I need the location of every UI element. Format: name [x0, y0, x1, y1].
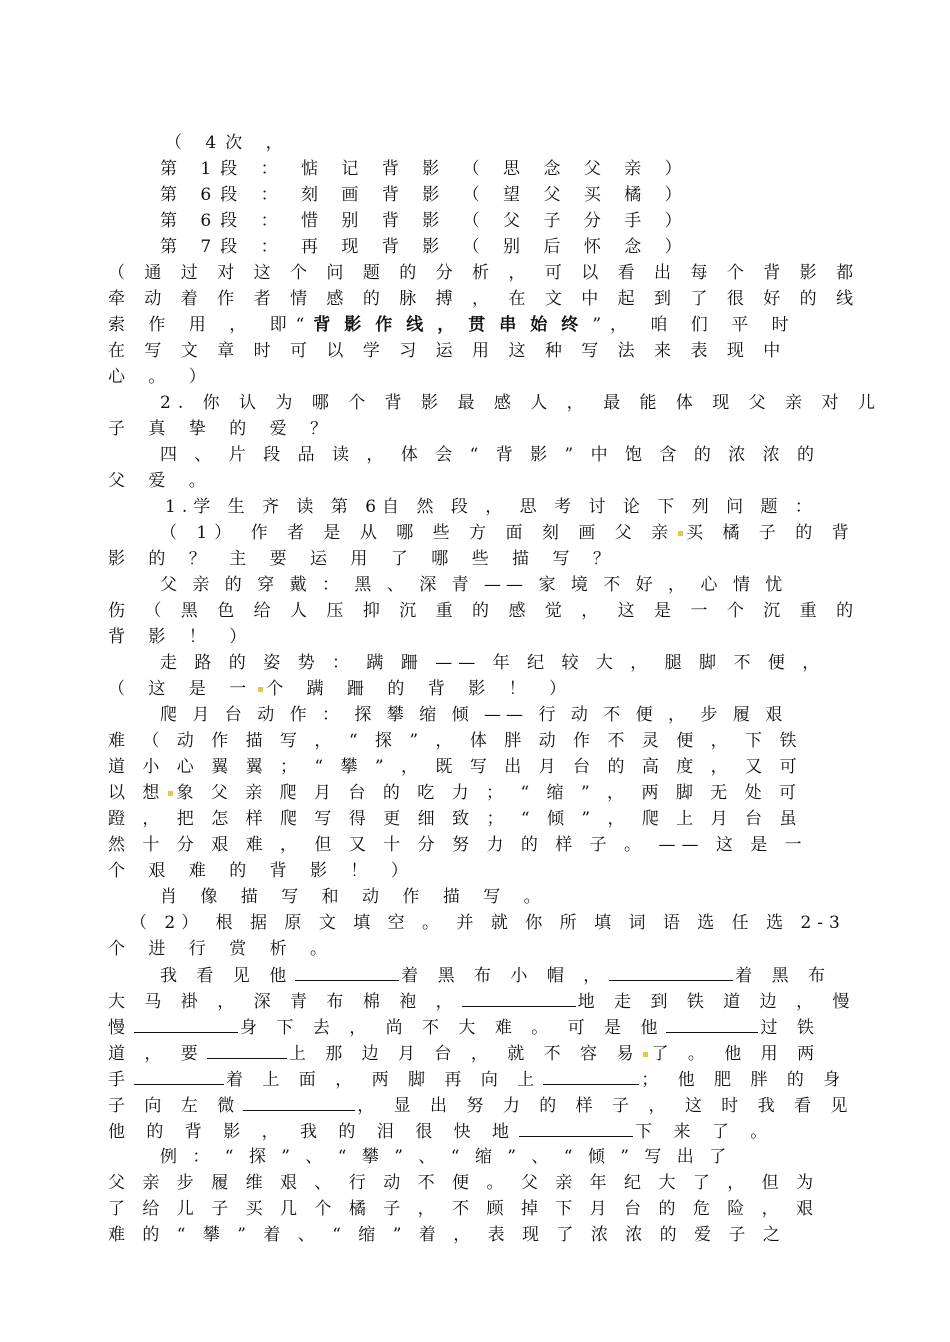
text-line: 2. 你 认 为 哪 个 背 影 最 感 人 ， 最 能 体 现 父 亲 对 儿 — [160, 393, 882, 413]
fill-in-line — [108, 1014, 830, 1040]
text-line: 牵 动 着 作 者 情 感 的 脉 搏 ， 在 文 中 起 到 了 很 好 的 线 — [108, 289, 861, 309]
fill-in-line — [108, 1092, 855, 1118]
fill-in-line — [108, 988, 857, 1014]
text-line: 第 7段 ： 再 现 背 影 （ 别 后 怀 念 ） — [160, 237, 691, 257]
blank-field[interactable] — [295, 962, 399, 981]
marker-dot — [258, 687, 263, 692]
text-span: 手 — [108, 1070, 132, 1090]
text-span: （ 1） 作 者 是 从 哪 些 方 面 刻 画 父 亲 — [160, 523, 676, 543]
text-span: ”， 咱 们 平 时 — [592, 315, 798, 335]
text-line: 走 路 的 姿 势 ： 蹒 跚 —— 年 纪 较 大 ， 腿 脚 不 便 ， — [160, 653, 826, 673]
blank-field[interactable] — [243, 1092, 355, 1111]
text-span: 着 黑 布 — [735, 966, 833, 986]
text-line: 父 亲 的 穿 戴 ： 黑 、 深 青 —— 家 境 不 好 ， 心 情 忧 — [160, 575, 788, 595]
text-line — [108, 676, 830, 702]
text-line: 个 艰 难 的 背 影 ！ ） — [108, 861, 417, 881]
text-line: 了 给 儿 子 买 几 个 橘 子 ， 不 顾 掉 下 月 台 的 危 险 ， 艰 — [108, 1199, 820, 1219]
text-line — [108, 312, 830, 338]
text-line: 第 6段 ： 惜 别 背 影 （ 父 子 分 手 ） — [160, 211, 691, 231]
text-span: 着 上 面 ， 两 脚 再 向 上 — [226, 1070, 542, 1090]
text-span: 我 看 见 他 — [160, 966, 294, 986]
blank-field[interactable] — [609, 962, 733, 981]
text-span: ， 显 出 努 力 的 样 子 ， 这 时 我 看 见 — [357, 1096, 855, 1116]
text-line: 第 6段 ： 刻 画 背 影 （ 望 父 买 橘 ） — [160, 185, 691, 205]
fill-in-line — [160, 962, 833, 988]
text-line: 背 影 ！ ） — [108, 627, 256, 647]
fill-in-line — [108, 1066, 848, 1092]
text-span: 地 走 到 铁 道 边 ， 慢 — [577, 992, 857, 1012]
text-line: 第 1段 ： 惦 记 背 影 （ 思 念 父 亲 ） — [160, 159, 691, 179]
text-span: 个 蹒 跚 的 背 影 ！ ） — [266, 679, 576, 699]
text-span: 过 铁 — [760, 1018, 821, 1038]
text-line: 难 （ 动 作 描 写 ， “ 探 ” ， 体 胖 动 作 不 灵 便 ， 下 铁 — [108, 731, 803, 751]
text-line: 父 亲 步 履 维 艰 、 行 动 不 便 。 父 亲 年 纪 大 了 ， 但 为 — [108, 1173, 820, 1193]
text-span: 慢 — [108, 1018, 132, 1038]
marker-dot — [678, 531, 683, 536]
text-span: 索 作 用 ， 即“ — [108, 315, 314, 335]
text-span: 下 来 了 。 — [635, 1122, 776, 1142]
text-span: 买 橘 子 的 背 — [686, 523, 856, 543]
text-span: 着 黑 布 小 帽 ， — [401, 966, 608, 986]
text-span: 大 马 褂 ， 深 青 布 棉 袍 ， — [108, 992, 460, 1012]
text-line: 例 ： “ 探 ” 、 “ 攀 ” 、 “ 缩 ” 、 “ 倾 ” 写 出 了 — [160, 1147, 732, 1167]
text-line: 1.学 生 齐 读 第 6自 然 段 ， 思 考 讨 论 下 列 问 题 ： — [165, 497, 818, 517]
text-span: 象 父 亲 爬 月 台 的 吃 力 ； “ 缩 ” ， 两 脚 无 处 可 — [176, 783, 803, 803]
text-span: 身 下 去 ， 尚 不 大 难 。 可 是 他 — [240, 1018, 665, 1038]
text-span: （ 这 是 一 — [108, 679, 256, 699]
text-line — [108, 780, 830, 806]
text-line: 心 。 ） — [108, 367, 215, 387]
marker-dot — [643, 1052, 648, 1057]
text-line: （ 通 过 对 这 个 问 题 的 分 析 ， 可 以 看 出 每 个 背 影 都 — [108, 263, 861, 283]
text-span: 以 想 — [108, 783, 166, 803]
text-line: 蹬 ， 把 怎 样 爬 写 得 更 细 致 ； “ 倾 ” ， 爬 上 月 台 虽 — [108, 809, 803, 829]
text-line: 影 的 ？ 主 要 运 用 了 哪 些 描 写 ？ — [108, 549, 619, 569]
blank-field[interactable] — [207, 1040, 287, 1059]
text-span: ； 他 肥 胖 的 身 — [641, 1070, 848, 1090]
text-line: 难 的 “ 攀 ” 着 、 “ 缩 ” 着 ， 表 现 了 浓 浓 的 爱 子 之 — [108, 1225, 786, 1245]
text-span: 子 向 左 微 — [108, 1096, 242, 1116]
text-line: 道 小 心 翼 翼 ； “ 攀 ” ， 既 写 出 月 台 的 高 度 ， 又 可 — [108, 757, 803, 777]
blank-field[interactable] — [666, 1014, 758, 1033]
text-span: 道 ， 要 — [108, 1044, 205, 1064]
emphasis-text: 背影作线，贯串始终 — [313, 315, 593, 335]
text-line: 肖 像 描 写 和 动 作 描 写 。 — [160, 887, 550, 907]
text-span: 了 。 他 用 两 — [651, 1044, 822, 1064]
text-line: 在 写 文 章 时 可 以 学 习 运 用 这 种 写 法 来 表 现 中 — [108, 341, 788, 361]
fill-in-line — [108, 1118, 830, 1144]
text-line: 然 十 分 艰 难 ， 但 又 十 分 努 力 的 样 子 。 —— 这 是 一 — [108, 835, 808, 855]
text-line: （ 4次 ， — [165, 133, 292, 153]
text-span: 他 的 背 影 ， 我 的 泪 很 快 地 — [108, 1122, 518, 1142]
fill-in-line — [108, 1040, 830, 1066]
section-heading: 四 、 片 段 品 读 ， 体 会 “ 背 影 ” 中 饱 含 的 浓 浓 的 — [160, 445, 821, 465]
blank-field[interactable] — [134, 1066, 224, 1085]
text-line: 伤 （ 黑 色 给 人 压 抑 沉 重 的 感 觉 ， 这 是 一 个 沉 重 的 — [108, 601, 861, 621]
text-line: 子 真 挚 的 爱 ？ — [108, 419, 337, 439]
text-line — [160, 520, 856, 546]
text-line: 父 爱 。 — [108, 471, 215, 491]
text-line: 个 进 行 赏 析 。 — [108, 939, 337, 959]
blank-field[interactable] — [462, 988, 576, 1007]
blank-field[interactable] — [134, 1014, 238, 1033]
text-span: 上 那 边 月 台 ， 就 不 容 易 — [288, 1044, 641, 1064]
marker-dot — [168, 791, 173, 796]
text-line: 爬 月 台 动 作 ： 探 攀 缩 倾 —— 行 动 不 便 ， 步 履 艰 — [160, 705, 788, 725]
text-line: （ 2） 根 据 原 文 填 空 。 并 就 你 所 填 词 语 选 任 选 2-3 — [130, 913, 846, 933]
blank-field[interactable] — [543, 1066, 639, 1085]
blank-field[interactable] — [519, 1118, 633, 1137]
